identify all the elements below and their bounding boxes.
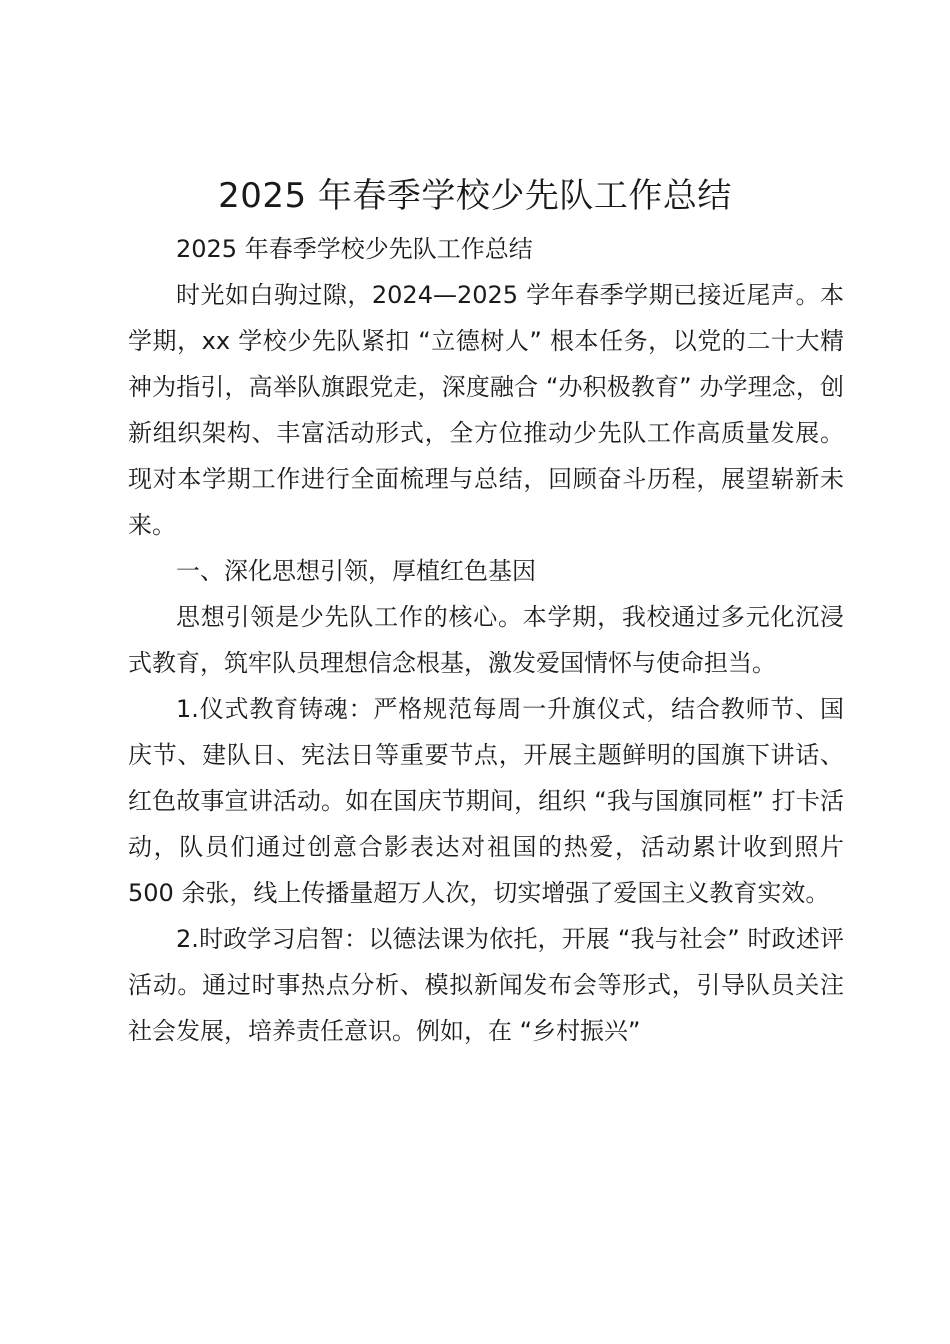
paragraph-subtitle: 2025 年春季学校少先队工作总结 bbox=[176, 235, 533, 263]
paragraph-item-1: 1.仪式教育铸魂：严格规范每周一升旗仪式，结合教师节、国庆节、建队日、宪法日等重要节点，开展主题鲜明的国旗下讲话、红色故事宣讲活动。如在国庆节期间，组织 “我与国旗同框” 打卡活动，队员们通过创意合影表达对祖国的热爱，活动累计收到照片 500 余张，线上传播量超万人次，切实增强了爱国主义教育实效。 bbox=[128, 695, 844, 907]
paragraph-intro: 时光如白驹过隙，2024—2025 学年春季学期已接近尾声。本学期，xx 学校少先队紧扣 “立德树人” 根本任务，以党的二十大精神为指引，高举队旗跟党走，深度融合 “办积极教育” 办学理念，创新组织架构、丰富活动形式，全方位推动少先队工作高质量发展。现对本学期工作进行全面梳理与总结，回顾奋斗历程，展望崭新未来。 bbox=[128, 281, 844, 539]
paragraph-item-2: 2.时政学习启智：以德法课为依托，开展 “我与社会” 时政述评活动。通过时事热点分析、模拟新闻发布会等形式，引导队员关注社会发展，培养责任意识。例如，在 “乡村振兴” bbox=[128, 925, 844, 1045]
section-heading-1: 一、深化思想引领，厚植红色基因 bbox=[176, 557, 536, 585]
document-title: 2025 年春季学校少先队工作总结 bbox=[218, 176, 732, 216]
paragraph-section-1-intro: 思想引领是少先队工作的核心。本学期，我校通过多元化沉浸式教育，筑牢队员理想信念根基，激发爱国情怀与使命担当。 bbox=[128, 603, 844, 677]
document-body bbox=[128, 226, 844, 1054]
